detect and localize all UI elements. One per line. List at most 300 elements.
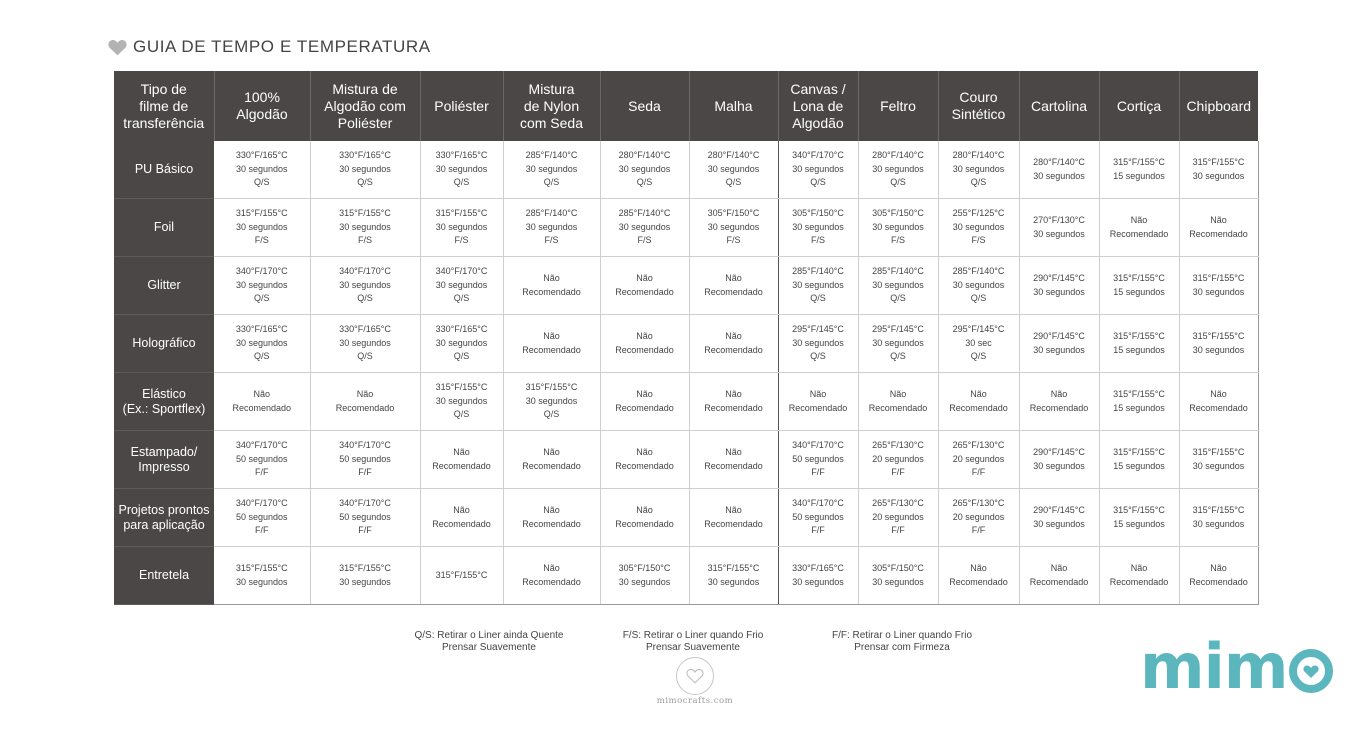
cell-text: Recomendado bbox=[704, 460, 763, 471]
header-text: Sintético bbox=[951, 106, 1006, 122]
cell-text: 30 segundos bbox=[872, 163, 924, 174]
cell-text: 30 segundos bbox=[792, 163, 844, 174]
table-cell bbox=[778, 489, 858, 547]
table-cell bbox=[310, 489, 420, 547]
cell-text: 30 segundos bbox=[235, 221, 288, 232]
cell-text: F/S bbox=[810, 235, 825, 246]
cell-text: Recomendado bbox=[788, 402, 848, 413]
legend-item-ff bbox=[815, 630, 989, 654]
table-cell bbox=[1179, 315, 1258, 373]
table-cell bbox=[778, 547, 858, 605]
cell-text: Não bbox=[1050, 563, 1068, 573]
cell-text: 280°F/140°C bbox=[1033, 157, 1085, 167]
cell-text: 30 segundos bbox=[1033, 228, 1085, 239]
cell-text: Recomendado bbox=[522, 344, 581, 355]
cell-text: Q/S bbox=[357, 293, 373, 304]
table-cell bbox=[1099, 547, 1179, 605]
cell-text: Q/S bbox=[890, 293, 906, 304]
table-cell bbox=[214, 199, 310, 257]
table-cell bbox=[858, 431, 938, 489]
table-cell bbox=[858, 315, 938, 373]
row-header-text: PU Básico bbox=[134, 162, 194, 176]
table-cell bbox=[1099, 431, 1179, 489]
table-cell bbox=[600, 489, 689, 547]
table-cell bbox=[689, 199, 778, 257]
cell-text: 280°F/140°C bbox=[618, 150, 671, 161]
cell-text: Não bbox=[1050, 389, 1068, 399]
cell-text: Recomendado bbox=[1189, 402, 1248, 413]
cell-text: 15 segundos bbox=[1113, 286, 1165, 297]
table-cell bbox=[420, 257, 503, 315]
cell-text: 315°F/155°C bbox=[1113, 505, 1165, 515]
legend-line: F/F: Retirar o Liner quando Frio bbox=[831, 630, 973, 641]
cell-text: Q/S bbox=[725, 177, 742, 188]
column-header-cortica bbox=[1099, 71, 1179, 141]
cell-text: Recomendado bbox=[1109, 576, 1169, 587]
cell-text: Recomendado bbox=[615, 402, 674, 413]
cell-text: 295°F/145°C bbox=[952, 324, 1005, 335]
table-cell bbox=[938, 547, 1019, 605]
table-cell bbox=[310, 315, 420, 373]
cell-text: Não bbox=[543, 447, 560, 457]
table-cell bbox=[1179, 257, 1258, 315]
cell-text: F/F bbox=[811, 467, 825, 478]
cell-text: Não bbox=[636, 331, 653, 341]
cell-text: 340°F/170°C bbox=[792, 150, 844, 161]
header-text: Cartolina bbox=[1030, 97, 1088, 114]
cell-text: F/F bbox=[891, 467, 905, 478]
row-header-text: (Ex.: Sportflex) bbox=[122, 401, 206, 416]
heart-icon bbox=[686, 668, 704, 684]
cell-text: 340°F/170°C bbox=[339, 498, 391, 509]
cell-text: 340°F/170°C bbox=[235, 266, 288, 277]
cell-text: 15 segundos bbox=[1113, 402, 1165, 413]
time-temperature-table bbox=[114, 71, 1259, 605]
header-text: Algodão com bbox=[324, 97, 406, 114]
cell-text: 30 segundos bbox=[525, 163, 578, 174]
table-cell bbox=[214, 315, 310, 373]
row-header-text: Holográfico bbox=[132, 336, 196, 350]
table-cell bbox=[420, 489, 503, 547]
cell-text: Não bbox=[636, 505, 653, 515]
cell-text: 30 sec bbox=[965, 337, 992, 348]
cell-text: 30 segundos bbox=[1192, 460, 1245, 471]
cell-text: Não bbox=[1210, 563, 1227, 573]
table-cell bbox=[420, 373, 503, 431]
table-cell bbox=[938, 315, 1019, 373]
table-cell bbox=[858, 489, 938, 547]
legend-item-qs bbox=[395, 630, 583, 654]
row-header-text: Glitter bbox=[147, 278, 181, 292]
cell-text: 30 segundos bbox=[872, 221, 924, 232]
table-cell bbox=[310, 199, 420, 257]
cell-text: Recomendado bbox=[704, 402, 763, 413]
cell-text: Não bbox=[1210, 215, 1227, 225]
cell-text: F/S bbox=[637, 235, 652, 246]
cell-text: F/F bbox=[811, 525, 825, 536]
table-cell bbox=[310, 547, 420, 605]
table-cell bbox=[420, 431, 503, 489]
cell-text: Recomendado bbox=[1029, 402, 1089, 413]
row-header-text: Estampado/ bbox=[130, 444, 198, 459]
cell-text: F/S bbox=[454, 235, 469, 246]
table-cell bbox=[858, 373, 938, 431]
cell-text: 30 segundos bbox=[952, 163, 1005, 174]
table-cell bbox=[600, 199, 689, 257]
cell-text: Não bbox=[725, 447, 742, 457]
cell-text: 30 segundos bbox=[525, 395, 578, 406]
row-header-pu-basico bbox=[114, 141, 214, 199]
table-cell bbox=[1019, 373, 1099, 431]
cell-text: F/F bbox=[971, 467, 986, 478]
cell-text: 30 segundos bbox=[1033, 170, 1085, 181]
cell-text: 30 segundos bbox=[435, 163, 488, 174]
cell-text: 330°F/165°C bbox=[235, 150, 288, 161]
header-text: transferência bbox=[123, 114, 205, 131]
legend-line: F/S: Retirar o Liner quando Frio bbox=[622, 630, 764, 641]
table-cell bbox=[1179, 373, 1258, 431]
table-cell bbox=[1019, 141, 1099, 199]
cell-text: Não bbox=[453, 447, 470, 457]
table-cell bbox=[1099, 489, 1179, 547]
cell-text: Não bbox=[636, 389, 653, 399]
cell-text: Recomendado bbox=[615, 286, 674, 297]
table-cell bbox=[778, 373, 858, 431]
cell-text: 50 segundos bbox=[339, 453, 391, 464]
table-cell bbox=[1179, 431, 1258, 489]
table-row bbox=[114, 315, 1258, 373]
cell-text: 330°F/165°C bbox=[339, 324, 391, 335]
cell-text: 315°F/155°C bbox=[1113, 331, 1165, 341]
table-cell bbox=[858, 199, 938, 257]
cell-text: 330°F/165°C bbox=[792, 563, 844, 573]
table-cell bbox=[503, 141, 600, 199]
cell-text: 315°F/155°C bbox=[1192, 331, 1245, 341]
table-cell bbox=[214, 257, 310, 315]
cell-text: 30 segundos bbox=[235, 337, 288, 348]
table-cell bbox=[689, 489, 778, 547]
cell-text: Q/S bbox=[970, 177, 987, 188]
header-text: Canvas / bbox=[790, 80, 846, 97]
table-cell bbox=[938, 257, 1019, 315]
table-cell bbox=[214, 547, 310, 605]
cell-text: Recomendado bbox=[522, 576, 581, 587]
cell-text: 30 segundos bbox=[707, 163, 760, 174]
table-cell bbox=[858, 547, 938, 605]
cell-text: 30 segundos bbox=[435, 337, 488, 348]
cell-text: 30 segundos bbox=[872, 576, 924, 587]
cell-text: Q/S bbox=[253, 351, 270, 362]
cell-text: Não bbox=[1130, 215, 1148, 225]
cell-text: 30 segundos bbox=[435, 221, 488, 232]
column-header-cartolina bbox=[1019, 71, 1099, 141]
header-text: Cortiça bbox=[1116, 97, 1162, 114]
table-cell bbox=[1019, 257, 1099, 315]
cell-text: 305°F/150°C bbox=[707, 208, 760, 219]
cell-text: F/S bbox=[971, 235, 986, 246]
mimo-logo bbox=[1140, 630, 1333, 703]
cell-text: 315°F/155°C bbox=[1113, 273, 1165, 283]
row-header-text: Entretela bbox=[138, 568, 190, 582]
table-cell bbox=[1179, 547, 1258, 605]
cell-text: F/F bbox=[358, 467, 372, 478]
table-cell bbox=[689, 257, 778, 315]
cell-text: 30 segundos bbox=[618, 163, 671, 174]
header-text: Algodão bbox=[792, 114, 844, 131]
table-cell bbox=[858, 257, 938, 315]
cell-text: 340°F/170°C bbox=[235, 440, 288, 451]
cell-text: Q/S bbox=[970, 293, 987, 304]
cell-text: 315°F/155°C bbox=[1113, 389, 1165, 399]
cell-text: 290°F/145°C bbox=[1033, 505, 1085, 515]
column-header-canvas-lona-de-algodao bbox=[778, 71, 858, 141]
header-text: filme de bbox=[139, 97, 189, 114]
cell-text: Não bbox=[253, 389, 270, 399]
table-cell bbox=[689, 373, 778, 431]
table-cell bbox=[600, 373, 689, 431]
cell-text: 340°F/170°C bbox=[792, 440, 844, 451]
cell-text: 30 segundos bbox=[872, 337, 924, 348]
cell-text: Não bbox=[636, 447, 653, 457]
cell-text: 30 segundos bbox=[339, 337, 391, 348]
cell-text: Q/S bbox=[357, 351, 373, 362]
cell-text: 30 segundos bbox=[618, 576, 671, 587]
cell-text: F/F bbox=[255, 467, 269, 478]
cell-text: Q/S bbox=[810, 293, 826, 304]
cell-text: F/F bbox=[891, 525, 905, 536]
cell-text: Recomendado bbox=[522, 518, 581, 529]
legend-line: Prensar Suavemente bbox=[646, 642, 740, 653]
cell-text: Recomendado bbox=[1189, 576, 1248, 587]
cell-text: 330°F/165°C bbox=[235, 324, 288, 335]
cell-text: 30 segundos bbox=[339, 163, 391, 174]
table-cell bbox=[689, 547, 778, 605]
header-text: Feltro bbox=[880, 97, 916, 114]
cell-text: Recomendado bbox=[949, 402, 1008, 413]
cell-text: 305°F/150°C bbox=[618, 563, 671, 573]
row-header-elastico-ex-sportflex bbox=[114, 373, 214, 431]
cell-text: 285°F/140°C bbox=[792, 266, 844, 277]
table-cell bbox=[1179, 489, 1258, 547]
column-header-mistura-de-algodao-com-poliester bbox=[310, 71, 420, 141]
cell-text: Q/S bbox=[970, 351, 987, 362]
cell-text: 30 segundos bbox=[792, 337, 844, 348]
table-cell bbox=[1179, 141, 1258, 199]
cell-text: F/S bbox=[254, 235, 269, 246]
legend-line: Prensar com Firmeza bbox=[854, 642, 950, 653]
cell-text: 30 segundos bbox=[707, 221, 760, 232]
row-header-text: Elástico bbox=[142, 386, 186, 401]
table-cell bbox=[1099, 257, 1179, 315]
cell-text: 30 segundos bbox=[792, 279, 844, 290]
cell-text: Q/S bbox=[453, 293, 470, 304]
cell-text: 265°F/130°C bbox=[952, 498, 1005, 509]
cell-text: Não bbox=[453, 505, 470, 515]
cell-text: 295°F/145°C bbox=[792, 324, 844, 335]
table-cell bbox=[503, 315, 600, 373]
table-cell bbox=[310, 141, 420, 199]
cell-text: Não bbox=[636, 273, 653, 283]
cell-text: 30 segundos bbox=[525, 221, 578, 232]
table-cell bbox=[420, 315, 503, 373]
cell-text: 50 segundos bbox=[235, 511, 288, 522]
header-row bbox=[114, 71, 1258, 141]
header-text: Tipo de bbox=[140, 80, 187, 97]
table-cell bbox=[310, 257, 420, 315]
cell-text: Não bbox=[809, 389, 827, 399]
cell-text: 15 segundos bbox=[1113, 518, 1165, 529]
row-header-glitter bbox=[114, 257, 214, 315]
column-header-100-algodao bbox=[214, 71, 310, 141]
table-cell bbox=[778, 257, 858, 315]
cell-text: Q/S bbox=[543, 177, 560, 188]
column-header-malha bbox=[689, 71, 778, 141]
cell-text: 265°F/130°C bbox=[872, 440, 924, 451]
row-header-text: Impresso bbox=[138, 459, 190, 474]
column-header-poliester bbox=[420, 71, 503, 141]
table-cell bbox=[938, 431, 1019, 489]
cell-text: 30 segundos bbox=[1033, 518, 1085, 529]
cell-text: 270°F/130°C bbox=[1033, 215, 1085, 225]
cell-text: 30 segundos bbox=[618, 221, 671, 232]
cell-text: 315°F/155°C bbox=[435, 382, 488, 393]
table-cell bbox=[1019, 489, 1099, 547]
cell-text: 290°F/145°C bbox=[1033, 331, 1085, 341]
cell-text: Q/S bbox=[453, 409, 470, 420]
cell-text: 30 segundos bbox=[339, 221, 391, 232]
cell-text: Q/S bbox=[453, 351, 470, 362]
table-cell bbox=[1099, 199, 1179, 257]
cell-text: 30 segundos bbox=[707, 576, 760, 587]
cell-text: 30 segundos bbox=[1192, 170, 1245, 181]
table-row bbox=[114, 199, 1258, 257]
cell-text: 30 segundos bbox=[435, 395, 488, 406]
column-header-mistura-de-nylon-com-seda bbox=[503, 71, 600, 141]
cell-text: 265°F/130°C bbox=[952, 440, 1005, 451]
cell-text: Recomendado bbox=[522, 286, 581, 297]
header-text: de Nylon bbox=[523, 97, 580, 114]
cell-text: 305°F/150°C bbox=[792, 208, 844, 219]
cell-text: Não bbox=[970, 389, 987, 399]
cell-text: 340°F/170°C bbox=[235, 498, 288, 509]
table-cell bbox=[214, 431, 310, 489]
cell-text: 315°F/155°C bbox=[435, 208, 488, 219]
row-header-text: Projetos prontos bbox=[118, 502, 210, 517]
cell-text: 30 segundos bbox=[1192, 286, 1245, 297]
table-cell bbox=[778, 315, 858, 373]
cell-text: Recomendado bbox=[704, 344, 763, 355]
cell-text: 30 segundos bbox=[339, 279, 391, 290]
cell-text: 305°F/150°C bbox=[872, 563, 924, 573]
table-row bbox=[114, 257, 1258, 315]
table-row bbox=[114, 431, 1258, 489]
cell-text: 20 segundos bbox=[952, 453, 1005, 464]
cell-text: Não bbox=[725, 331, 742, 341]
cell-text: Recomendado bbox=[949, 576, 1008, 587]
cell-text: Q/S bbox=[810, 351, 826, 362]
cell-text: 290°F/145°C bbox=[1033, 447, 1085, 457]
row-header-text: para aplicação bbox=[123, 517, 205, 532]
cell-text: 20 segundos bbox=[872, 453, 924, 464]
table-cell bbox=[420, 547, 503, 605]
heart-icon bbox=[108, 39, 127, 56]
table-cell bbox=[689, 431, 778, 489]
cell-text: 285°F/140°C bbox=[525, 208, 578, 219]
cell-text: 315°F/155°C bbox=[235, 563, 288, 573]
cell-text: 30 segundos bbox=[339, 576, 391, 587]
header-text: Poliéster bbox=[434, 97, 489, 114]
header-text: Chipboard bbox=[1186, 97, 1252, 114]
cell-text: 315°F/155°C bbox=[525, 382, 578, 393]
cell-text: 315°F/155°C bbox=[1192, 505, 1245, 515]
cell-text: Recomendado bbox=[335, 402, 395, 413]
cell-text: 265°F/130°C bbox=[872, 498, 924, 509]
heart-seal bbox=[676, 657, 714, 695]
cell-text: 30 segundos bbox=[235, 576, 288, 587]
legend-item-fs bbox=[605, 630, 781, 654]
header-text: 100% bbox=[244, 89, 280, 105]
header-text: Algodão bbox=[236, 106, 288, 122]
cell-text: Recomendado bbox=[522, 460, 581, 471]
cell-text: 330°F/165°C bbox=[339, 150, 391, 161]
table-cell bbox=[1019, 199, 1099, 257]
cell-text: Recomendado bbox=[615, 344, 674, 355]
header-corner bbox=[114, 71, 214, 141]
cell-text: Recomendado bbox=[615, 460, 674, 471]
cell-text: Q/S bbox=[253, 293, 270, 304]
table-cell bbox=[420, 141, 503, 199]
cell-text: Recomendado bbox=[615, 518, 674, 529]
table-cell bbox=[503, 373, 600, 431]
cell-text: Recomendado bbox=[1189, 228, 1248, 239]
cell-text: 330°F/165°C bbox=[435, 150, 488, 161]
cell-text: 280°F/140°C bbox=[872, 150, 924, 161]
column-header-chipboard bbox=[1179, 71, 1258, 141]
cell-text: 15 segundos bbox=[1113, 344, 1165, 355]
cell-text: Recomendado bbox=[868, 402, 928, 413]
cell-text: 340°F/170°C bbox=[435, 266, 488, 277]
cell-text: Q/S bbox=[357, 177, 373, 188]
header-text: com Seda bbox=[519, 114, 584, 131]
cell-text: 50 segundos bbox=[339, 511, 391, 522]
cell-text: 30 segundos bbox=[1192, 344, 1245, 355]
header-text: Mistura bbox=[528, 80, 575, 97]
cell-text: F/S bbox=[890, 235, 905, 246]
table-cell bbox=[214, 373, 310, 431]
cell-text: 315°F/155°C bbox=[1113, 157, 1165, 167]
header-text: Poliéster bbox=[337, 114, 393, 131]
table-cell bbox=[1099, 373, 1179, 431]
cell-text: Q/S bbox=[543, 409, 560, 420]
cell-text: Recomendado bbox=[432, 518, 491, 529]
table-cell bbox=[938, 141, 1019, 199]
cell-text: F/S bbox=[544, 235, 559, 246]
header-text: Couro bbox=[959, 89, 998, 105]
table-cell bbox=[503, 489, 600, 547]
cell-text: 330°F/165°C bbox=[435, 324, 488, 335]
cell-text: 285°F/140°C bbox=[525, 150, 578, 161]
cell-text: 50 segundos bbox=[235, 453, 288, 464]
table-cell bbox=[600, 431, 689, 489]
cell-text: 30 segundos bbox=[1192, 518, 1245, 529]
cell-text: 340°F/170°C bbox=[339, 440, 391, 451]
cell-text: 340°F/170°C bbox=[339, 266, 391, 277]
table-cell bbox=[1179, 199, 1258, 257]
table-cell bbox=[600, 315, 689, 373]
cell-text: 50 segundos bbox=[792, 453, 844, 464]
website-url: mimocrafts.com bbox=[656, 696, 734, 706]
cell-text: 15 segundos bbox=[1113, 170, 1165, 181]
